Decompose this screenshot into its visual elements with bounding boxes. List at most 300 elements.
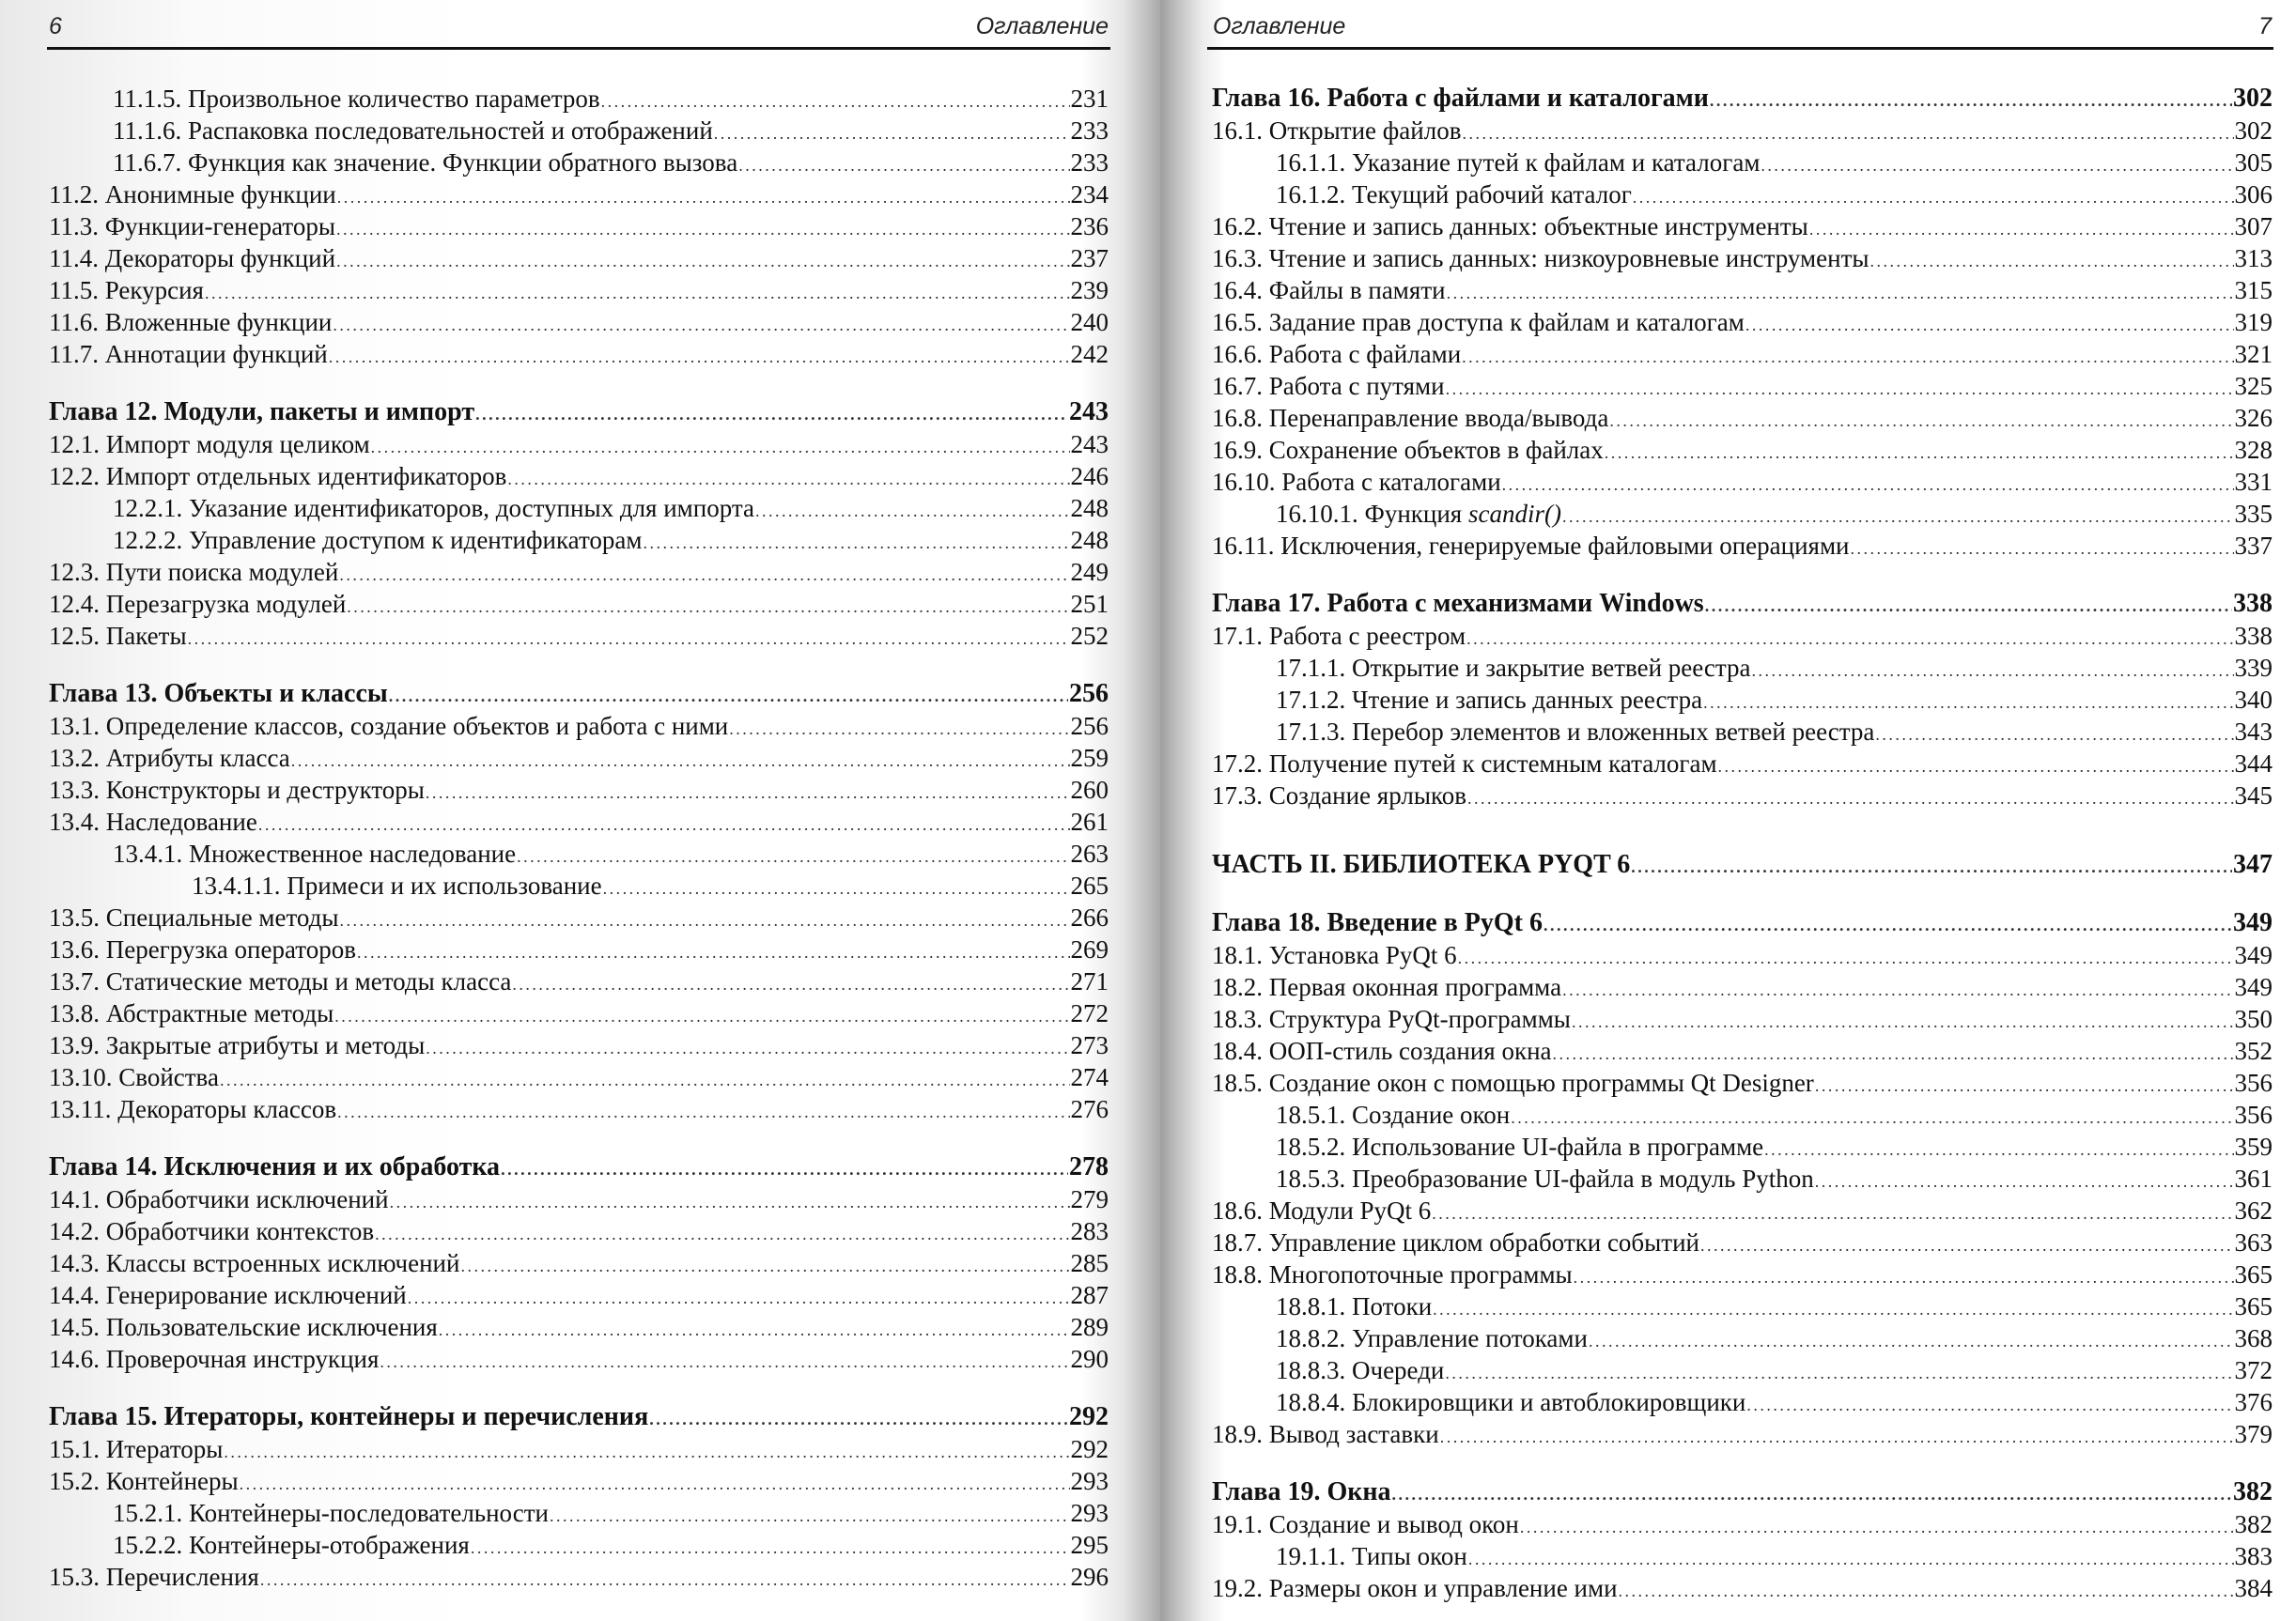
toc-entry	[1212, 1067, 2273, 1099]
entry-title-text: 13.5. Специальные методы	[49, 903, 339, 932]
entry-page-number: 261	[1070, 808, 1109, 836]
toc-entry	[1212, 1290, 2273, 1322]
entry-title-text: 12.5. Пакеты	[49, 622, 187, 650]
dot-leader	[1467, 782, 2234, 814]
entry-title-text: 18.5.2. Использование UI-файла в программе	[1276, 1133, 1764, 1161]
dot-leader	[1458, 942, 2234, 974]
toc-entry	[1212, 306, 2273, 338]
toc-entry	[49, 838, 1109, 870]
dot-leader	[1432, 1197, 2233, 1229]
entry-page-number: 256	[1070, 712, 1109, 740]
dot-leader	[1562, 501, 2234, 533]
entry-title-text: 11.4. Декораторы функций	[49, 244, 336, 272]
toc-entry	[1212, 402, 2273, 434]
entry-title-text: 12.1. Импорт модуля целиком	[49, 430, 370, 458]
dot-leader	[1703, 687, 2233, 718]
dot-leader	[1745, 309, 2234, 341]
entry-title-text: 18.5.1. Создание окон	[1276, 1101, 1511, 1129]
toc-chapter-entry	[1212, 588, 2273, 620]
entry-page-number: 243	[1070, 430, 1109, 458]
toc-entry	[1212, 716, 2273, 748]
toc-chapter-entry	[49, 1401, 1109, 1433]
entry-page-number: 321	[2234, 340, 2273, 368]
entry-title	[49, 678, 388, 710]
dot-leader	[333, 309, 1069, 341]
toc-entry	[49, 460, 1109, 492]
entry-page-number: 263	[1070, 840, 1109, 868]
entry-page-number: 272	[1070, 999, 1109, 1027]
entry-title-text: 13.4. Наследование	[49, 808, 257, 836]
entry-title-text: 19.2. Размеры окон и управление ими	[1212, 1574, 1618, 1602]
toc-entry	[49, 1183, 1109, 1215]
entry-title-text: ЧАСТЬ II. БИБЛИОТЕКА PYQT 6	[1212, 850, 1631, 879]
entry-page-number: 365	[2234, 1260, 2273, 1289]
entry-title-text: 16.6. Работа с файлами	[1212, 340, 1462, 368]
entry-title	[1212, 274, 1446, 306]
entry-title	[113, 492, 754, 524]
entry-title-text: 13.4.1. Множественное наследование	[113, 840, 517, 868]
dot-leader	[1764, 1134, 2233, 1166]
toc-chapter-entry	[1212, 83, 2273, 115]
entry-page-number: 344	[2234, 749, 2273, 778]
dot-leader	[755, 495, 1070, 527]
entry-title-text: Глава 15. Итераторы, контейнеры и перечисления	[49, 1402, 649, 1431]
entry-page-number: 290	[1070, 1345, 1109, 1373]
entry-title	[1212, 1258, 1573, 1290]
entry-title	[49, 997, 334, 1029]
entry-title	[49, 178, 336, 210]
dot-leader	[1870, 245, 2234, 277]
entry-title	[1212, 1195, 1431, 1227]
entry-title-text: 13.8. Абстрактные методы	[49, 999, 334, 1027]
toc-entry	[49, 774, 1109, 806]
entry-page-number: 239	[1070, 276, 1109, 304]
toc-entry	[1212, 466, 2273, 498]
entry-title-text: 16.1.2. Текущий рабочий каталог	[1276, 180, 1632, 208]
entry-page-number: 252	[1070, 622, 1109, 650]
dot-leader	[339, 559, 1069, 591]
entry-title-text: 14.5. Пользовательские исключения	[49, 1313, 438, 1341]
entry-title-text: 16.7. Работа с путями	[1212, 372, 1445, 400]
entry-title-text: 13.2. Атрибуты класса	[49, 744, 290, 772]
entry-title	[49, 338, 328, 370]
entry-title	[1276, 684, 1702, 716]
entry-title-text: 15.1. Итераторы	[49, 1435, 224, 1463]
entry-title	[49, 210, 335, 242]
dot-leader	[337, 181, 1070, 213]
toc-entry	[49, 870, 1109, 902]
toc-entry	[1212, 210, 2273, 242]
entry-title	[1276, 1099, 1510, 1131]
entry-title-text: Глава 12. Модули, пакеты и импорт	[49, 397, 475, 426]
entry-title	[113, 83, 600, 115]
dot-leader	[1462, 341, 2233, 373]
dot-leader	[507, 463, 1069, 495]
entry-title	[49, 1279, 407, 1311]
entry-page-number: 248	[1070, 494, 1109, 522]
entry-page-number: 260	[1070, 776, 1109, 804]
entry-page-number: 343	[2234, 718, 2273, 746]
entry-page-number: 338	[2234, 622, 2273, 650]
entry-title	[1276, 1386, 1745, 1418]
entry-title	[1212, 338, 1461, 370]
entry-title	[49, 1247, 459, 1279]
dot-leader	[512, 968, 1069, 1000]
entry-title-text: 16.2. Чтение и запись данных: объектные инструменты	[1212, 212, 1808, 240]
toc-entry	[49, 210, 1109, 242]
toc-entry	[49, 902, 1109, 934]
entry-page-number: 249	[1070, 558, 1109, 586]
entry-title	[1276, 1322, 1588, 1354]
entry-title	[49, 1151, 500, 1183]
entry-page-number: 379	[2234, 1420, 2273, 1448]
toc-list	[49, 83, 1109, 1593]
entry-title-text: 11.6.7. Функция как значение. Функции обратного вызова	[113, 148, 738, 177]
entry-title	[113, 1529, 470, 1561]
toc-entry	[1212, 147, 2273, 178]
entry-title	[49, 1093, 336, 1125]
dot-leader	[188, 623, 1070, 655]
dot-leader	[334, 1000, 1069, 1032]
toc-entry	[49, 1215, 1109, 1247]
entry-title	[1276, 1163, 1814, 1195]
dot-leader	[1710, 85, 2232, 116]
toc-entry	[49, 338, 1109, 370]
entry-title	[49, 1215, 374, 1247]
entry-page-number: 248	[1070, 526, 1109, 554]
entry-page-number: 319	[2234, 308, 2273, 336]
dot-leader	[390, 1186, 1070, 1218]
toc-entry	[1212, 530, 2273, 562]
toc-chapter-entry	[1212, 1476, 2273, 1508]
dot-leader	[501, 1153, 1068, 1185]
entry-title-text: 16.10. Работа с каталогами	[1212, 468, 1501, 496]
entry-title-text: 13.7. Статические методы и методы класса	[49, 967, 512, 996]
entry-title-text: 11.2. Анонимные функции	[49, 180, 336, 208]
running-title: Оглавление	[975, 13, 1109, 39]
toc-entry	[49, 965, 1109, 997]
entry-title-text: Глава 19. Окна	[1212, 1477, 1391, 1506]
entry-title	[49, 710, 728, 742]
entry-title	[49, 588, 346, 620]
toc-list	[1212, 83, 2273, 1604]
dot-leader	[426, 1032, 1069, 1064]
dot-leader	[1468, 1543, 2234, 1575]
entry-title	[113, 115, 713, 147]
toc-entry	[1212, 971, 2273, 1003]
entry-title	[192, 870, 602, 902]
dot-leader	[1544, 909, 2232, 941]
dot-leader	[729, 713, 1069, 745]
entry-title-text: Глава 16. Работа с файлами и каталогами	[1212, 84, 1709, 113]
dot-leader	[475, 398, 1068, 430]
entry-page-number: 274	[1070, 1063, 1109, 1091]
dot-leader	[1815, 1166, 2234, 1197]
entry-title	[49, 806, 257, 838]
entry-title	[49, 902, 339, 934]
entry-title	[49, 1465, 239, 1497]
dot-leader	[550, 1500, 1070, 1532]
dot-leader	[1440, 1421, 2234, 1453]
toc-entry	[49, 1497, 1109, 1529]
entry-title	[49, 934, 356, 965]
dot-leader	[460, 1250, 1069, 1282]
entry-page-number: 325	[2234, 372, 2273, 400]
toc-entry	[1212, 338, 2273, 370]
entry-title	[1212, 1476, 1391, 1508]
entry-title	[1212, 1572, 1618, 1604]
toc-entry	[49, 1561, 1109, 1593]
entry-title-text: 17.1.2. Чтение и запись данных реестра	[1276, 686, 1703, 714]
dot-leader	[1809, 213, 2234, 245]
entry-title	[1212, 971, 1561, 1003]
entry-title-text: 18.7. Управление циклом обработки событий	[1212, 1228, 1699, 1257]
entry-page-number: 283	[1070, 1217, 1109, 1245]
entry-title	[49, 306, 332, 338]
dot-leader	[1574, 1261, 2234, 1293]
entry-title-text: 13.3. Конструкторы и деструкторы	[49, 776, 425, 804]
entry-title	[49, 774, 425, 806]
dot-leader	[1562, 974, 2233, 1006]
entry-title-text: Глава 18. Введение в PyQt 6	[1212, 908, 1543, 937]
dot-leader	[1446, 373, 2234, 405]
entry-title	[1276, 498, 1561, 530]
dot-leader	[603, 872, 1070, 904]
entry-title	[1212, 1418, 1439, 1450]
dot-leader	[1462, 117, 2233, 149]
dot-leader	[1633, 181, 2234, 213]
dot-leader	[1609, 405, 2233, 437]
entry-title-text: 18.1. Установка PyQt 6	[1212, 941, 1457, 969]
toc-entry	[49, 934, 1109, 965]
toc-entry	[1212, 115, 2273, 147]
toc-entry	[49, 1311, 1109, 1343]
entry-page-number: 231	[1070, 85, 1109, 113]
entry-page-number: 339	[2234, 654, 2273, 682]
entry-title	[1212, 83, 1709, 115]
entry-title	[1212, 780, 1466, 811]
entry-page-number: 338	[2233, 589, 2273, 618]
toc-entry	[49, 1465, 1109, 1497]
toc-chapter-entry	[49, 678, 1109, 710]
entry-title	[49, 1311, 438, 1343]
entry-title-text: 16.1. Открытие файлов	[1212, 116, 1462, 145]
toc-chapter-entry	[49, 1151, 1109, 1183]
dot-leader	[408, 1282, 1070, 1314]
entry-title	[113, 147, 737, 178]
entry-title-text: 15.2.2. Контейнеры-отображения	[113, 1531, 470, 1559]
dot-leader	[336, 213, 1070, 245]
toc-entry	[1212, 1418, 2273, 1450]
toc-entry	[49, 710, 1109, 742]
entry-title-text: 15.3. Перечисления	[49, 1563, 259, 1591]
entry-title	[1212, 1067, 1814, 1099]
entry-page-number: 295	[1070, 1531, 1109, 1559]
entry-title-text: 17.2. Получение путей к системным каталогам	[1212, 749, 1717, 778]
entry-title-text: 18.4. ООП-стиль создания окна	[1212, 1037, 1552, 1065]
dot-leader	[1705, 590, 2232, 622]
entry-title	[1212, 210, 1808, 242]
dot-leader	[1589, 1325, 2234, 1357]
entry-page-number: 233	[1070, 116, 1109, 145]
entry-page-number: 363	[2234, 1228, 2273, 1257]
entry-title-text: 12.2. Импорт отдельных идентификаторов	[49, 462, 507, 490]
entry-page-number: 350	[2234, 1005, 2273, 1033]
toc-chapter-entry	[49, 396, 1109, 428]
entry-title	[1212, 849, 1630, 881]
dot-leader	[258, 809, 1070, 841]
dot-leader	[643, 527, 1069, 559]
entry-title-text: 16.10.1. Функция	[1276, 500, 1468, 528]
toc-entry	[49, 1529, 1109, 1561]
entry-title-text: 11.1.6. Распаковка последовательностей и отображений	[113, 116, 713, 145]
toc-entry	[49, 178, 1109, 210]
dot-leader	[291, 745, 1070, 777]
dot-leader	[1502, 469, 2234, 501]
entry-title	[1212, 242, 1869, 274]
dot-leader	[649, 1403, 1068, 1435]
entry-title-text: 18.8.3. Очереди	[1276, 1356, 1445, 1384]
dot-leader	[426, 777, 1070, 809]
entry-page-number: 335	[2234, 500, 2273, 528]
toc-chapter-entry	[1212, 907, 2273, 939]
entry-title-text: 18.9. Вывод заставки	[1212, 1420, 1439, 1448]
entry-title-text: 14.1. Обработчики исключений	[49, 1185, 389, 1213]
entry-page-number: 359	[2234, 1133, 2273, 1161]
entry-title	[49, 1401, 648, 1433]
toc-entry	[49, 147, 1109, 178]
entry-title-text: 12.2.2. Управление доступом к идентификаторам	[113, 526, 643, 554]
entry-title	[49, 242, 335, 274]
dot-leader	[1445, 1357, 2233, 1389]
toc-entry	[49, 997, 1109, 1029]
entry-page-number: 256	[1069, 679, 1109, 708]
entry-title	[1212, 434, 1604, 466]
entry-title-text: 13.1. Определение классов, создание объектов и работа с ними	[49, 712, 729, 740]
entry-title	[113, 524, 642, 556]
dot-leader	[1718, 750, 2234, 782]
dot-leader	[205, 277, 1070, 309]
page-number: 6	[49, 13, 62, 39]
entry-page-number: 276	[1070, 1095, 1109, 1123]
entry-page-number: 242	[1070, 340, 1109, 368]
entry-title-text: 13.11. Декораторы классов	[49, 1095, 337, 1123]
entry-page-number: 306	[2234, 180, 2273, 208]
entry-title	[1212, 530, 1850, 562]
entry-title	[113, 838, 516, 870]
dot-leader	[517, 841, 1069, 872]
entry-title-text: 15.2. Контейнеры	[49, 1467, 239, 1495]
entry-title	[49, 428, 370, 460]
entry-page-number: 356	[2234, 1101, 2273, 1129]
entry-page-number: 362	[2234, 1196, 2273, 1225]
entry-title-code: scandir()	[1467, 500, 1561, 528]
toc-entry	[49, 492, 1109, 524]
dot-leader	[329, 341, 1070, 373]
entry-title-text: 13.6. Перегрузка операторов	[49, 935, 356, 964]
toc-entry	[49, 806, 1109, 838]
dot-leader	[1433, 1293, 2233, 1325]
entry-title-text: 13.10. Свойства	[49, 1063, 219, 1091]
entry-page-number: 273	[1070, 1031, 1109, 1059]
entry-title	[49, 742, 290, 774]
toc-entry	[49, 620, 1109, 652]
entry-title	[49, 1029, 425, 1061]
header-rule	[47, 47, 1110, 50]
entry-title-text: Глава 14. Исключения и их обработка	[49, 1152, 501, 1181]
toc-entry	[1212, 1035, 2273, 1067]
entry-page-number: 265	[1070, 872, 1109, 900]
entry-title	[49, 1343, 379, 1375]
entry-page-number: 382	[2234, 1510, 2273, 1538]
entry-page-number: 384	[2234, 1574, 2273, 1602]
toc-entry	[49, 428, 1109, 460]
toc-entry	[1212, 748, 2273, 780]
entry-title	[49, 1433, 223, 1465]
dot-leader	[389, 680, 1068, 712]
entry-title	[1212, 588, 1704, 620]
header-rule	[1207, 47, 2273, 50]
toc-entry	[1212, 1131, 2273, 1163]
toc-entry	[49, 306, 1109, 338]
dot-leader	[1875, 718, 2233, 750]
entry-page-number: 352	[2234, 1037, 2273, 1065]
toc-entry	[49, 588, 1109, 620]
entry-page-number: 349	[2233, 908, 2273, 937]
entry-title	[1212, 907, 1543, 939]
toc-entry	[1212, 1099, 2273, 1131]
entry-title	[1212, 370, 1445, 402]
entry-page-number: 356	[2234, 1069, 2273, 1097]
entry-page-number: 361	[2234, 1165, 2273, 1193]
entry-title-text: 14.2. Обработчики контекстов	[49, 1217, 375, 1245]
entry-title	[1276, 178, 1632, 210]
dot-leader	[1752, 655, 2234, 687]
entry-title	[49, 965, 511, 997]
dot-leader	[1851, 533, 2234, 564]
toc-entry	[49, 115, 1109, 147]
entry-page-number: 287	[1070, 1281, 1109, 1309]
entry-page-number: 240	[1070, 308, 1109, 336]
entry-page-number: 237	[1070, 244, 1109, 272]
entry-page-number: 289	[1070, 1313, 1109, 1341]
entry-page-number: 269	[1070, 935, 1109, 964]
entry-title-text: 18.6. Модули PyQt 6	[1212, 1196, 1432, 1225]
dot-leader	[347, 591, 1069, 623]
toc-entry	[49, 524, 1109, 556]
entry-page-number: 315	[2234, 276, 2273, 304]
page-number: 7	[2258, 13, 2272, 39]
toc-entry	[49, 1279, 1109, 1311]
entry-page-number: 368	[2234, 1324, 2273, 1352]
entry-title-text: 16.11. Исключения, генерируемые файловыми операциями	[1212, 532, 1850, 560]
toc-entry	[1212, 1354, 2273, 1386]
entry-title	[1212, 1508, 1519, 1540]
entry-page-number: 340	[2234, 686, 2273, 714]
entry-title-text: 14.4. Генерирование исключений	[49, 1281, 407, 1309]
entry-title-text: 18.5.3. Преобразование UI-файла в модуль Python	[1276, 1165, 1814, 1193]
entry-title	[1212, 402, 1608, 434]
entry-title	[1212, 939, 1457, 971]
entry-title-text: 19.1.1. Типы окон	[1276, 1542, 1467, 1570]
dot-leader	[738, 149, 1069, 181]
entry-page-number: 251	[1070, 590, 1109, 618]
dot-leader	[471, 1532, 1070, 1564]
entry-title	[49, 1561, 259, 1593]
entry-page-number: 365	[2234, 1292, 2273, 1320]
entry-title	[1212, 115, 1461, 147]
dot-leader	[1605, 437, 2234, 469]
